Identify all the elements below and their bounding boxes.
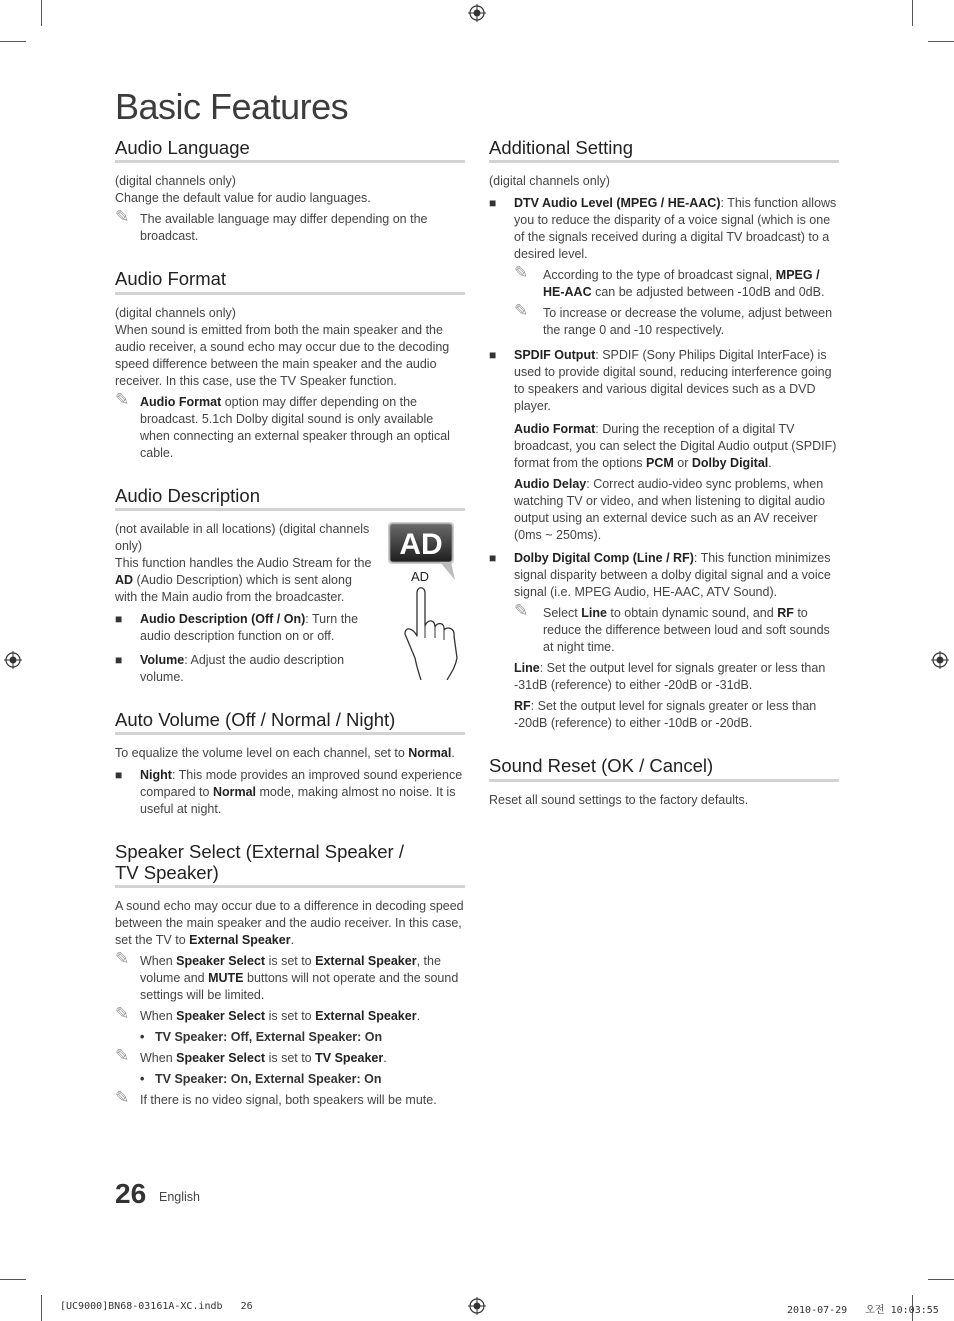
page-title: Basic Features [115, 86, 349, 127]
pencil-note-icon: ✎ [115, 1088, 130, 1108]
crop-mark [912, 0, 913, 26]
section-audio-format [115, 269, 465, 461]
description-text: A sound echo may occur due to a difference in decoding speed between the main speaker and the audio receiver. In this case, set the TV to External Speaker. [115, 899, 464, 948]
registration-mark-icon [931, 651, 949, 669]
pencil-note-icon: ✎ [115, 1046, 130, 1066]
scope-text: (digital channels only) [115, 174, 236, 189]
pencil-note-icon: ✎ [115, 949, 130, 969]
right-column [489, 138, 839, 833]
footer-date: 2010-07-29 오전 10:03:55 [787, 1305, 939, 1316]
pencil-note-icon: ✎ [115, 207, 130, 227]
note: ✎ When Speaker Select is set to External Speaker. [115, 1004, 421, 1024]
list-item: • TV Speaker: On, External Speaker: On [140, 1072, 382, 1087]
note: ✎ When Speaker Select is set to TV Speaker. [115, 1046, 387, 1066]
ad-caption: AD [410, 569, 430, 584]
note: ✎ According to the type of broadcast signal, MPEG / HE-AAC can be adjusted between -10dB and 0dB. [514, 263, 825, 300]
footer-file-info: [UC9000]BN68-03161A-XC.indb 26 [60, 1301, 253, 1312]
note: ✎ When Speaker Select is set to External Speaker, the volume and MUTE buttons will not operate and the sound settings will be limited. [115, 949, 459, 1003]
square-bullet: ■ [115, 653, 123, 668]
list-item: • TV Speaker: Off, External Speaker: On [140, 1030, 383, 1045]
description-text: When sound is emitted from both the main speaker and the audio receiver, a sound echo may occur due to the decoding speed difference between the main speaker and the audio receiver. In this case, use the TV Speaker function. [115, 322, 450, 388]
crop-mark [928, 1279, 954, 1280]
list-item: ■ Volume: Adjust the audio description volume. [115, 653, 345, 685]
note: ✎ To increase or decrease the volume, adjust between the range 0 and -10 respectively. [514, 301, 833, 338]
section-heading: Auto Volume (Off / Normal / Night) [115, 710, 465, 735]
list-item: ■ Night: This mode provides an improved sound experience compared to Normal mode, making almost no noise. It is useful at night. [115, 768, 463, 817]
pencil-note-icon: ✎ [514, 263, 529, 283]
sub-item: Audio Format: During the reception of a digital TV broadcast, you can select the Digital Audio output (SPDIF) format from the options PCM or Dolby Digital. [514, 422, 837, 471]
note: ✎ Select Line to obtain dynamic sound, and RF to reduce the difference between loud and soft sounds at night time. [514, 601, 830, 655]
audio-description-body [115, 521, 375, 606]
registration-mark-icon [468, 1297, 486, 1315]
crop-mark [41, 1295, 42, 1321]
list-item: ■ Audio Description (Off / On): Turn the audio description function on or off. [115, 612, 359, 644]
crop-mark [928, 41, 954, 42]
section-speaker-select [115, 842, 465, 1109]
section-audio-language [115, 138, 465, 245]
list-item: ■ DTV Audio Level (MPEG / HE-AAC): This function allows you to reduce the disparity of a voice signal (which is one of the signals received during a digital TV broadcast) to a desired level. [489, 196, 837, 262]
list-item: ■ SPDIF Output: SPDIF (Sony Philips Digital InterFace) is used to provide digital sound, reducing interference going to speakers and various digital devices such as a DVD player. [489, 348, 832, 414]
scope-text: (digital channels only) [115, 305, 236, 320]
square-bullet: ■ [489, 551, 497, 566]
section-heading: Additional Setting [489, 138, 839, 163]
description-text: Change the default value for audio languages. [115, 191, 371, 206]
square-bullet: ■ [489, 196, 497, 211]
description-text: Reset all sound settings to the factory defaults. [489, 792, 749, 807]
section-heading: Audio Format [115, 269, 465, 294]
pencil-note-icon: ✎ [514, 301, 529, 321]
note: ✎ The available language may differ depending on the broadcast. [115, 207, 428, 244]
note: ✎ If there is no video signal, both speakers will be mute. [115, 1088, 437, 1108]
ad-icon-label: AD [399, 528, 443, 561]
scope-text: (not available in all locations) (digital channels only) [115, 522, 370, 554]
dot-bullet: • [140, 1072, 145, 1087]
section-heading: Audio Description [115, 486, 465, 511]
crop-mark [0, 1279, 26, 1280]
section-heading: Speaker Select (External Speaker / TV Speaker) [115, 842, 465, 888]
section-sound-reset [489, 756, 839, 808]
page-language: English [159, 1190, 200, 1204]
list-item: ■ Dolby Digital Comp (Line / RF): This function minimizes signal disparity between a dolby digital signal and a voice signal (i.e. MPEG Audio, HE-AAC, ATV Sound). [489, 551, 831, 600]
pencil-note-icon: ✎ [115, 1004, 130, 1024]
description-text: To equalize the volume level on each channel, set to Normal. [115, 746, 455, 761]
section-additional-setting [489, 138, 839, 732]
section-heading: Audio Language [115, 138, 465, 163]
sub-item: Line: Set the output level for signals greater or less than -31dB (reference) to either -20dB or -31dB. [514, 661, 826, 693]
scope-text: (digital channels only) [489, 174, 610, 189]
sub-item: RF: Set the output level for signals greater or less than -20dB (reference) to either -10dB or -20dB. [514, 699, 817, 731]
section-auto-volume [115, 710, 465, 818]
dot-bullet: • [140, 1030, 145, 1045]
ad-button-illustration [385, 518, 465, 680]
pencil-note-icon: ✎ [514, 601, 529, 621]
section-heading: Sound Reset (OK / Cancel) [489, 756, 839, 781]
registration-mark-icon [4, 651, 22, 669]
note: ✎ Audio Format option may differ depending on the broadcast. 5.1ch Dolby digital sound is only available when connecting an external speaker through an optical cable. [115, 389, 450, 460]
description-text: This function handles the Audio Stream for the AD (Audio Description) which is sent along with the Main audio from the broadcaster. [115, 556, 372, 605]
page-number: 26 [115, 1178, 147, 1209]
sub-item: Audio Delay: Correct audio-video sync problems, when watching TV or video, and when listening to digital audio output using an external device such as an AV receiver (0ms ~ 250ms). [514, 477, 826, 543]
crop-mark [41, 0, 42, 26]
square-bullet: ■ [115, 768, 123, 783]
registration-mark-icon [468, 4, 486, 22]
square-bullet: ■ [489, 348, 497, 363]
square-bullet: ■ [115, 612, 123, 627]
crop-mark [0, 41, 26, 42]
pencil-note-icon: ✎ [115, 389, 130, 409]
